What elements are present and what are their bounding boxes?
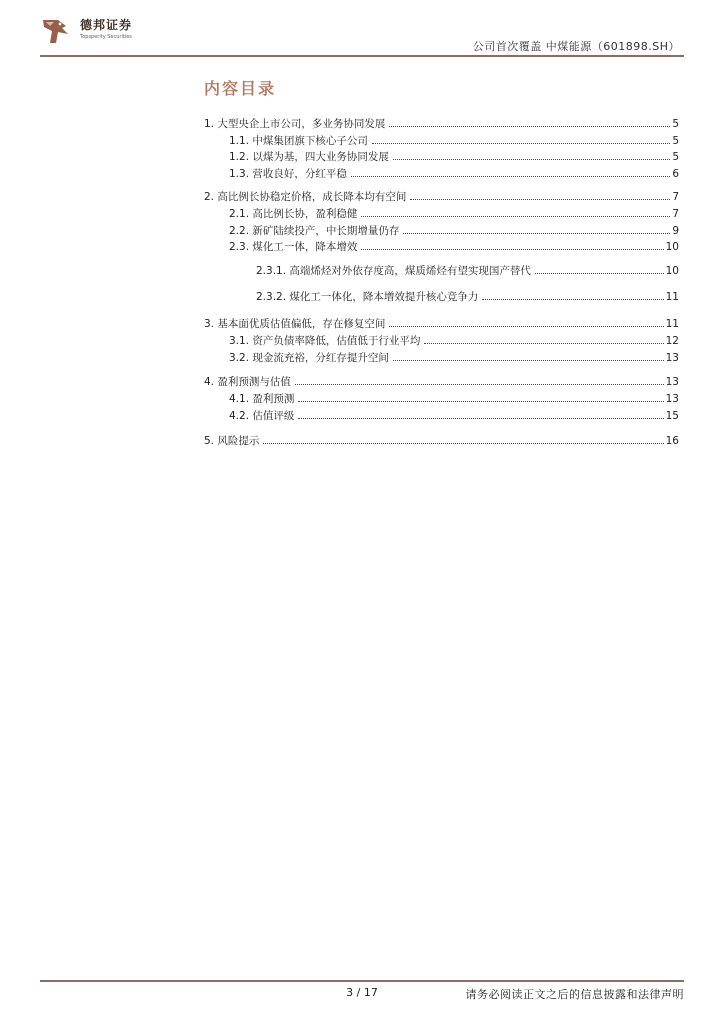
toc-entry-label: 3.1. 资产负债率降低，估值低于行业平均 bbox=[229, 335, 421, 347]
toc-entry-1[interactable] bbox=[204, 116, 679, 131]
brand-name bbox=[80, 19, 132, 41]
toc-entry-1-1[interactable] bbox=[229, 133, 679, 148]
toc-entry-label: 2.1. 高比例长协，盈利稳健 bbox=[229, 208, 358, 220]
toc-entry-page: 10 bbox=[665, 241, 679, 253]
toc-entry-label: 1.2. 以煤为基，四大业务协同发展 bbox=[229, 151, 389, 163]
toc-leader-dots bbox=[393, 149, 670, 160]
toc-entry-page: 5 bbox=[672, 135, 679, 147]
report-title: 公司首次覆盖 中煤能源（601898.SH） bbox=[472, 40, 680, 53]
toc-entry-label: 2.3.1. 高端烯烃对外依存度高，煤质烯烃有望实现国产替代 bbox=[256, 265, 531, 277]
toc-entry-page: 12 bbox=[665, 335, 679, 347]
toc-entry-label: 4. 盈利预测与估值 bbox=[204, 376, 291, 388]
toc-entry-label: 1.1. 中煤集团旗下核心子公司 bbox=[229, 135, 368, 147]
page-header bbox=[0, 0, 724, 60]
toc-leader-dots bbox=[263, 433, 663, 444]
legal-disclaimer: 请务必阅读正文之后的信息披露和法律声明 bbox=[465, 988, 684, 1001]
company-logo bbox=[40, 16, 72, 46]
toc-entry-page: 15 bbox=[665, 410, 679, 422]
toc-entry-page: 5 bbox=[672, 151, 679, 163]
header-divider bbox=[40, 55, 684, 57]
toc-entry-label: 1. 大型央企上市公司，多业务协同发展 bbox=[204, 118, 386, 130]
toc-entry-3-2[interactable] bbox=[229, 350, 679, 365]
toc-leader-dots bbox=[389, 316, 663, 327]
page-number: 3 / 17 bbox=[346, 986, 378, 999]
toc-entry-page: 7 bbox=[672, 191, 679, 203]
toc-entry-page: 6 bbox=[672, 168, 679, 180]
toc-entry-label: 2.3.2. 煤化工一体化，降本增效提升核心竞争力 bbox=[256, 291, 479, 303]
toc-entry-label: 5. 风险提示 bbox=[204, 435, 260, 447]
toc-entry-page: 13 bbox=[665, 376, 679, 388]
footer-divider bbox=[40, 980, 684, 982]
toc-entry-label: 4.2. 估值评级 bbox=[229, 410, 295, 422]
toc-entry-2-3-1[interactable] bbox=[256, 263, 679, 278]
toc-leader-dots bbox=[410, 189, 670, 200]
toc-entry-page: 5 bbox=[672, 118, 679, 130]
toc-leader-dots bbox=[351, 166, 670, 177]
toc-entry-page: 7 bbox=[672, 208, 679, 220]
toc-entry-2[interactable] bbox=[204, 189, 679, 204]
toc-entry-page: 11 bbox=[665, 291, 679, 303]
toc-entry-label: 3. 基本面优质估值偏低，存在修复空间 bbox=[204, 318, 386, 330]
toc-leader-dots bbox=[298, 391, 663, 402]
toc-entry-page: 13 bbox=[665, 352, 679, 364]
brand-name-cn: 德邦证券 bbox=[80, 18, 133, 32]
toc-heading: 内容目录 bbox=[204, 79, 277, 98]
toc-entry-4-1[interactable] bbox=[229, 391, 679, 406]
toc-entry-label: 1.3. 营收良好，分红平稳 bbox=[229, 168, 347, 180]
toc-entry-2-3[interactable] bbox=[229, 239, 679, 254]
toc-leader-dots bbox=[298, 408, 663, 419]
toc-entry-page: 13 bbox=[665, 393, 679, 405]
toc-leader-dots bbox=[535, 263, 664, 274]
toc-entry-page: 10 bbox=[665, 265, 679, 277]
toc-leader-dots bbox=[361, 206, 670, 217]
toc-entry-4[interactable] bbox=[204, 374, 679, 389]
toc-entry-2-3-2[interactable] bbox=[256, 289, 679, 304]
toc-leader-dots bbox=[372, 133, 670, 144]
brand-name-en: Topsperity Securities bbox=[80, 34, 132, 40]
toc-entry-label: 2.3. 煤化工一体，降本增效 bbox=[229, 241, 358, 253]
toc-entry-3[interactable] bbox=[204, 316, 679, 331]
toc-leader-dots bbox=[393, 350, 664, 361]
toc-leader-dots bbox=[403, 223, 670, 234]
toc-entry-label: 3.2. 现金流充裕，分红存提升空间 bbox=[229, 352, 389, 364]
toc-entry-page: 9 bbox=[672, 225, 679, 237]
toc-entry-page: 16 bbox=[665, 435, 679, 447]
toc-entry-4-2[interactable] bbox=[229, 408, 679, 423]
toc-leader-dots bbox=[482, 289, 663, 300]
toc-leader-dots bbox=[361, 239, 663, 250]
toc-entry-label: 4.1. 盈利预测 bbox=[229, 393, 295, 405]
toc-entry-label: 2.2. 新矿陆续投产，中长期增量仍存 bbox=[229, 225, 400, 237]
toc-leader-dots bbox=[424, 333, 663, 344]
toc-entry-2-2[interactable] bbox=[229, 223, 679, 238]
toc-entry-2-1[interactable] bbox=[229, 206, 679, 221]
toc-leader-dots bbox=[389, 116, 670, 127]
toc-entry-1-2[interactable] bbox=[229, 149, 679, 164]
toc-entry-label: 2. 高比例长协稳定价格，成长降本均有空间 bbox=[204, 191, 407, 203]
toc-entry-5[interactable] bbox=[204, 433, 679, 448]
toc-leader-dots bbox=[295, 374, 664, 385]
toc-entry-1-3[interactable] bbox=[229, 166, 679, 181]
toc-entry-page: 11 bbox=[665, 318, 679, 330]
toc-entry-3-1[interactable] bbox=[229, 333, 679, 348]
